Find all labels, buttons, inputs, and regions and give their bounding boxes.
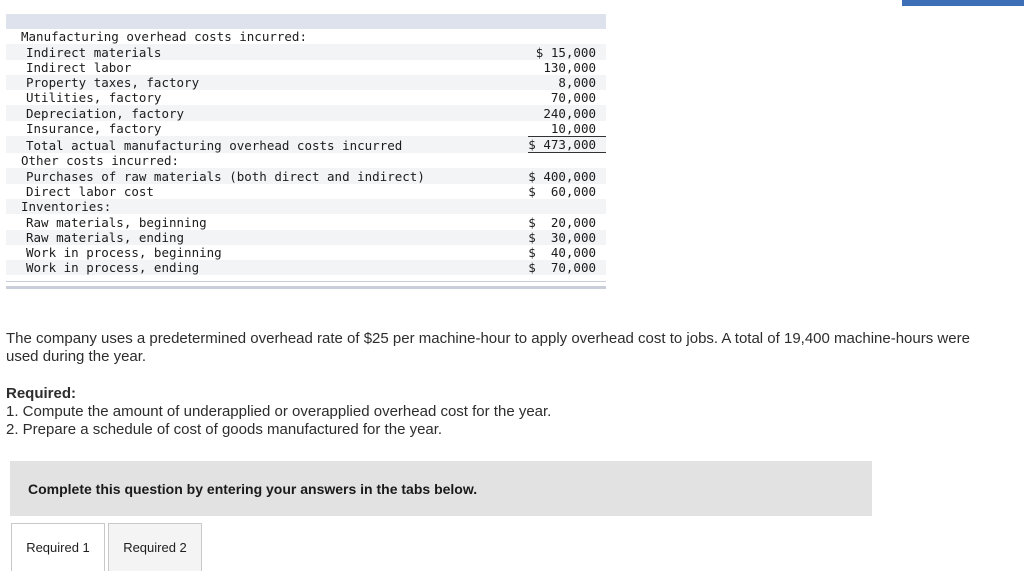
row-amount: $ 15,000 [535,44,596,60]
row-label: Depreciation, factory [26,105,185,121]
row-amount: $ 30,000 [528,229,596,245]
instruction-banner [10,461,872,516]
instruction-banner-text: Complete this question by entering your answers in the tabs below. [28,480,478,497]
table-row [6,168,606,183]
row-amount: $ 40,000 [528,245,596,261]
row-label: Raw materials, beginning [26,214,207,230]
table-row [6,105,606,120]
row-label: Work in process, beginning [26,245,222,261]
section-heading-label: Inventories: [21,199,112,215]
row-label: Indirect materials [26,44,162,60]
total-label: Total actual manufacturing overhead costs incurred [26,138,403,154]
table-row [6,60,606,75]
table-footer-rule [6,281,606,289]
row-amount: $ 60,000 [528,183,596,199]
row-label: Indirect labor [26,59,132,75]
required-item-1: 1. Compute the amount of underapplied or overapplied overhead cost for the year. [6,403,552,420]
table-header-bar [6,14,606,29]
row-label: Raw materials, ending [26,229,185,245]
row-amount: 240,000 [543,105,596,121]
row-label: Direct labor cost [26,183,154,199]
tab-required-1[interactable]: Required 1 [11,523,105,571]
section-heading-other-costs [6,153,606,168]
problem-intro-text: The company uses a predetermined overhead rate of $25 per machine-hour to apply overhead cost to jobs. A total of 19,400 machine-hours were used during the year. [6,330,970,365]
total-row [6,136,606,153]
table-row [6,260,606,275]
section-heading-label: Manufacturing overhead costs incurred: [21,29,307,45]
row-label: Property taxes, factory [26,75,200,91]
table-row [6,245,606,260]
row-label: Work in process, ending [26,260,200,276]
section-heading-overhead [6,29,606,44]
tab-required-2[interactable]: Required 2 [108,523,202,571]
row-label: Insurance, factory [26,121,162,137]
required-item-2: 2. Prepare a schedule of cost of goods manufactured for the year. [6,421,443,438]
section-heading-label: Other costs incurred: [21,153,180,169]
table-row [6,75,606,90]
row-label: Utilities, factory [26,90,162,106]
row-amount: 130,000 [543,59,596,75]
row-amount: 10,000 [550,121,596,137]
table-row [6,214,606,229]
required-heading: Required: [6,385,77,402]
row-amount: 70,000 [550,90,596,106]
cost-data-table [6,14,606,289]
row-amount: $ 20,000 [528,214,596,230]
section-heading-inventories [6,199,606,214]
row-amount: $ 70,000 [528,260,596,276]
table-row [6,230,606,245]
table-row [6,121,606,136]
row-amount: 8,000 [558,75,596,91]
row-amount: $ 400,000 [528,168,596,184]
answer-tabs [11,523,202,571]
table-row [6,90,606,105]
table-row [6,184,606,199]
table-row [6,44,606,59]
row-label: Purchases of raw materials (both direct and indirect) [26,168,425,184]
top-accent-bar [902,0,1024,6]
total-amount: $ 473,000 [528,136,606,153]
